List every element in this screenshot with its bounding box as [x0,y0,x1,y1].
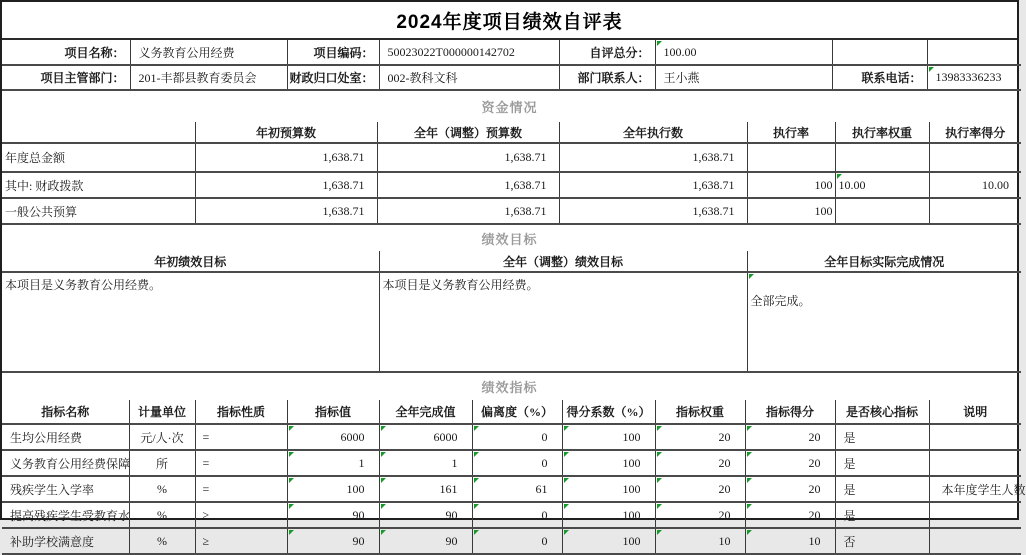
indicator-weight-cell[interactable]: 20 [655,476,745,502]
indicator-deviation-cell[interactable]: 0 [472,502,562,528]
funding-value-cell[interactable]: 1,638.71 [559,143,747,172]
title-row [2,2,1017,40]
indicator-weight-cell[interactable]: 20 [655,424,745,450]
indicator-deviation-cell[interactable]: 0 [472,450,562,476]
indicator-done-cell[interactable]: 1 [379,450,472,476]
project-name-label: 项目名称： [2,40,130,65]
empty-cell[interactable] [832,40,927,65]
indicator-score-cell[interactable]: 20 [745,424,835,450]
target-col-header: 年初绩效目标 [2,251,379,272]
funding-row-total [2,143,1021,172]
indicator-unit-cell[interactable]: 所 [129,450,195,476]
indicator-core-cell[interactable]: 是 [835,502,929,528]
section-title-targets: 绩效目标 [481,231,538,247]
indicator-row [2,424,1021,450]
indicator-score-cell[interactable]: 20 [745,502,835,528]
indicator-col-header: 偏离度（%） [472,400,562,424]
indicator-nature-cell[interactable]: ≥ [195,502,287,528]
indicator-row [2,476,1021,502]
targets-content-row [2,272,1021,372]
indicator-note-cell[interactable] [929,450,1021,476]
completion-status-cell[interactable]: 全部完成。 [747,272,1021,372]
funding-value-cell[interactable]: 1,638.71 [377,143,559,172]
initial-target-cell[interactable]: 本项目是义务教育公用经费。 [2,272,379,372]
phone-label: 联系电话： [832,65,927,90]
indicator-core-cell[interactable]: 是 [835,450,929,476]
funding-value-cell[interactable]: 1,638.71 [377,198,559,224]
empty-cell[interactable] [927,40,1021,65]
indicator-col-header: 说明 [929,400,1021,424]
indicator-col-header: 指标得分 [745,400,835,424]
indicator-col-header: 指标权重 [655,400,745,424]
funding-row-public-budget [2,198,1021,224]
funding-value-cell[interactable]: 10.00 [835,172,929,198]
funding-value-cell[interactable] [929,143,1021,172]
funding-col-header: 全年（调整）预算数 [377,122,559,143]
indicator-done-cell[interactable]: 6000 [379,424,472,450]
contact-label: 部门联系人： [559,65,655,90]
indicator-note-cell[interactable] [929,424,1021,450]
indicator-coefficient-cell[interactable]: 100 [562,502,655,528]
project-code-label: 项目编码： [287,40,379,65]
dept-label: 项目主管部门： [2,65,130,90]
indicator-col-header: 指标名称 [2,400,129,424]
indicator-row [2,450,1021,476]
funding-value-cell[interactable] [929,198,1021,224]
indicator-name-cell[interactable]: 提高残疾学生受教育水 [2,502,129,528]
indicators-header-row [2,400,1021,424]
indicator-deviation-cell[interactable]: 0 [472,528,562,554]
funding-value-cell[interactable] [747,143,835,172]
indicator-unit-cell[interactable]: 元/人·次 [129,424,195,450]
indicator-col-header: 计量单位 [129,400,195,424]
indicator-name-cell[interactable]: 残疾学生入学率 [2,476,129,502]
finance-office-value[interactable]: 002-教科文科 [379,65,559,90]
indicator-weight-cell[interactable]: 20 [655,502,745,528]
indicator-target-cell[interactable]: 1 [287,450,379,476]
indicator-col-header: 是否核心指标 [835,400,929,424]
indicator-nature-cell[interactable]: = [195,476,287,502]
indicator-col-header: 得分系数（%） [562,400,655,424]
indicator-target-cell[interactable]: 6000 [287,424,379,450]
indicator-coefficient-cell[interactable]: 100 [562,528,655,554]
indicator-row [2,502,1021,528]
project-name-value[interactable]: 义务教育公用经费 [130,40,287,65]
indicator-score-cell[interactable]: 20 [745,450,835,476]
funding-value-cell[interactable]: 1,638.71 [195,143,377,172]
section-title-indicators: 绩效指标 [481,380,538,395]
project-code-value[interactable]: 50023022T000000142702 [379,40,559,65]
indicator-nature-cell[interactable]: = [195,450,287,476]
indicator-done-cell[interactable]: 90 [379,502,472,528]
targets-header-row [2,251,1021,272]
adjusted-target-cell[interactable]: 本项目是义务教育公用经费。 [379,272,747,372]
info-row-2 [2,65,1021,90]
indicators-table [2,400,1026,555]
indicator-nature-cell[interactable]: ≥ [195,528,287,554]
target-col-header: 全年目标实际完成情况 [747,251,1021,272]
contact-value[interactable]: 王小燕 [655,65,832,90]
indicator-name-cell[interactable]: 补助学校满意度 [2,528,129,554]
indicator-col-header: 全年完成值 [379,400,472,424]
funding-row-label: 其中: 财政拨款 [2,172,195,198]
funding-row-label: 一般公共预算 [2,198,195,224]
indicator-weight-cell[interactable]: 10 [655,528,745,554]
indicator-unit-cell[interactable]: % [129,528,195,554]
indicator-name-cell[interactable]: 义务教育公用经费保障 [2,450,129,476]
page-title: 2024年度项目绩效自评表 [396,11,623,33]
project-info-table [2,40,1021,91]
indicator-name-cell[interactable]: 生均公用经费 [2,424,129,450]
indicator-col-header: 指标值 [287,400,379,424]
indicator-note-cell[interactable] [929,502,1021,528]
indicator-coefficient-cell[interactable]: 100 [562,424,655,450]
funding-value-cell[interactable]: 100 [747,172,835,198]
indicator-done-cell[interactable]: 90 [379,528,472,554]
funding-col-header: 执行率 [747,122,835,143]
funding-row-label: 年度总金额 [2,143,195,172]
indicator-coefficient-cell[interactable]: 100 [562,450,655,476]
indicator-row [2,528,1021,554]
funding-value-cell[interactable] [835,198,929,224]
targets-table [2,251,1021,373]
funding-value-cell[interactable]: 1,638.71 [195,172,377,198]
funding-col-header: 年初预算数 [195,122,377,143]
indicator-core-cell[interactable]: 否 [835,528,929,554]
funding-col-header: 执行率权重 [835,122,929,143]
self-score-label: 自评总分： [559,40,655,65]
indicator-nature-cell[interactable]: = [195,424,287,450]
funding-value-cell[interactable]: 1,638.71 [559,198,747,224]
indicator-score-cell[interactable]: 20 [745,476,835,502]
info-row-1 [2,40,1021,65]
indicator-target-cell[interactable]: 90 [287,528,379,554]
funding-row-fiscal [2,172,1021,198]
indicator-target-cell[interactable]: 100 [287,476,379,502]
self-score-value[interactable]: 100.00 [655,40,832,65]
indicator-core-cell[interactable]: 是 [835,476,929,502]
indicator-unit-cell[interactable]: % [129,476,195,502]
indicator-unit-cell[interactable]: % [129,502,195,528]
indicator-target-cell[interactable]: 90 [287,502,379,528]
funding-table [2,122,1021,225]
indicator-weight-cell[interactable]: 20 [655,450,745,476]
funding-value-cell[interactable] [835,143,929,172]
indicator-core-cell[interactable]: 是 [835,424,929,450]
funding-value-cell[interactable]: 1,638.71 [559,172,747,198]
funding-col-header: 执行率得分 [929,122,1021,143]
funding-value-cell[interactable]: 1,638.71 [377,172,559,198]
indicator-note-cell[interactable]: 本年度学生人数 [929,476,1021,502]
indicator-coefficient-cell[interactable]: 100 [562,476,655,502]
section-title-funding: 资金情况 [481,100,538,115]
indicator-deviation-cell[interactable]: 61 [472,476,562,502]
dept-value[interactable]: 201-丰都县教育委员会 [130,65,287,90]
funding-col-header: 全年执行数 [559,122,747,143]
finance-office-label: 财政归口处室： [287,65,379,90]
phone-value[interactable]: 13983336233 [927,65,1021,90]
indicator-col-header: 指标性质 [195,400,287,424]
funding-header-row [2,122,1021,143]
indicator-note-cell[interactable] [929,528,1021,554]
indicator-done-cell[interactable]: 161 [379,476,472,502]
funding-value-cell[interactable]: 10.00 [929,172,1021,198]
target-col-header: 全年（调整）绩效目标 [379,251,747,272]
funding-value-cell[interactable]: 1,638.71 [195,198,377,224]
funding-value-cell[interactable]: 100 [747,198,835,224]
indicator-score-cell[interactable]: 10 [745,528,835,554]
funding-col-header [2,122,195,143]
indicator-deviation-cell[interactable]: 0 [472,424,562,450]
